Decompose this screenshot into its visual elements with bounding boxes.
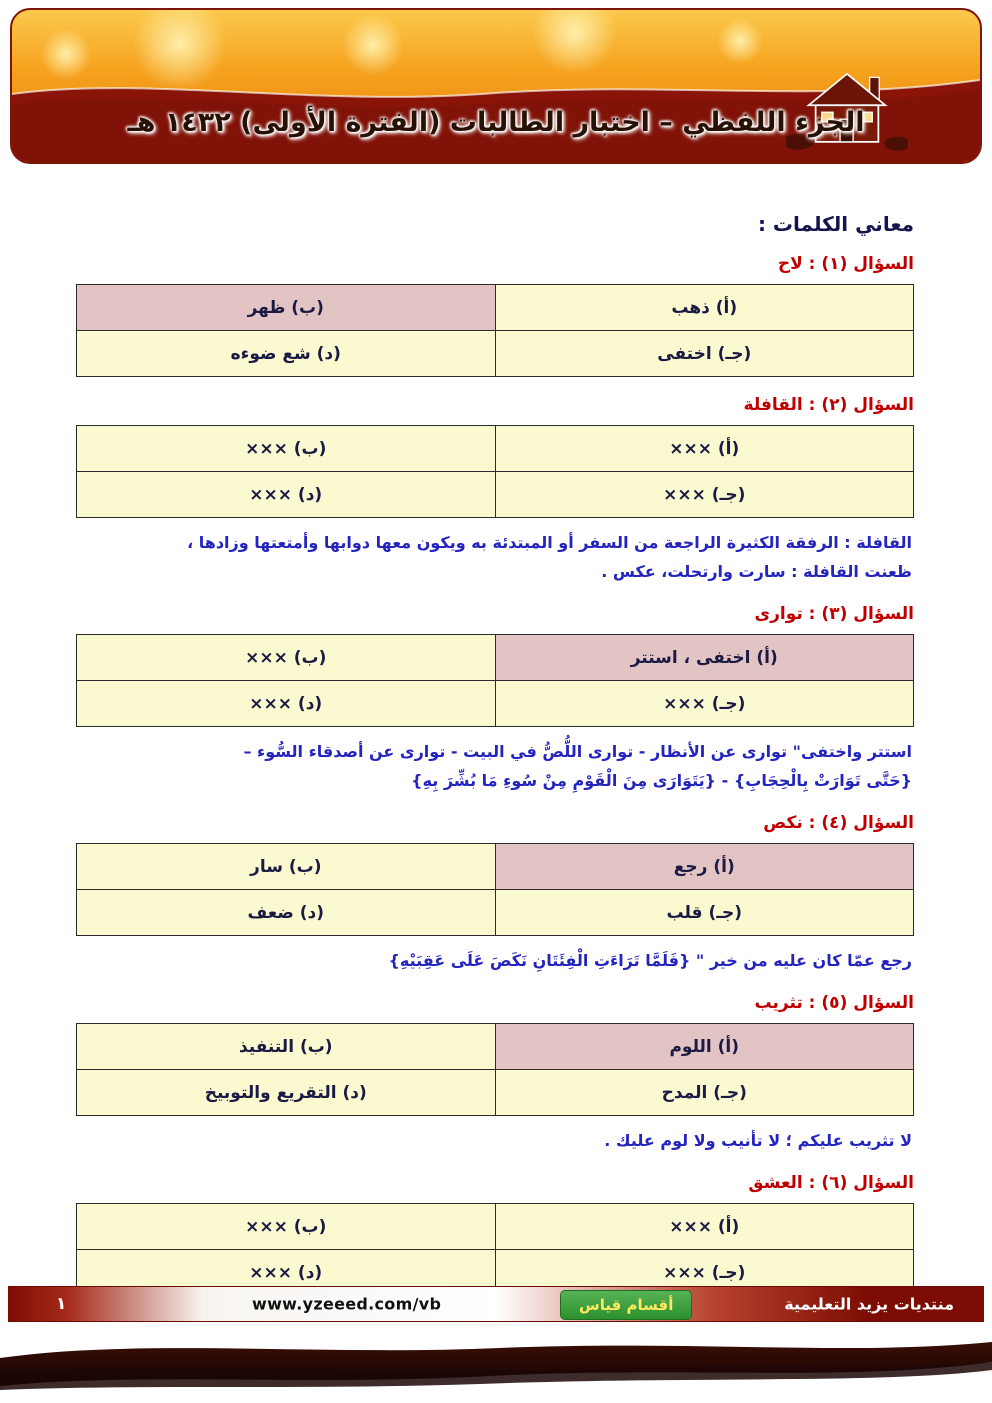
option-cell-d: (د) ضعف <box>77 890 496 936</box>
option-cell-a: (أ) رجع <box>495 844 914 890</box>
option-cell-b: (ب) ظهر <box>77 285 496 331</box>
footer-page-number: ١ <box>56 1294 67 1314</box>
option-cell-b: (ب) سار <box>77 844 496 890</box>
main-content <box>76 196 914 1296</box>
option-cell-d: (د) ××× <box>77 681 496 727</box>
question-title: السؤال (٤) : نكص <box>763 813 914 833</box>
option-cell-c: (جـ) قلب <box>495 890 914 936</box>
question-title: السؤال (٥) : تثريب <box>754 993 914 1013</box>
question-block-1 <box>76 254 914 377</box>
question-title: السؤال (٦) : العشق <box>748 1173 914 1193</box>
explanation-note: استتر واختفى" توارى عن الأنظار - توارى اللُّصُّ في البيت - توارى عن أصدقاء السُّوء – <box>243 742 912 761</box>
option-cell-b: (ب) ××× <box>77 426 496 472</box>
header-banner <box>10 8 982 164</box>
explanation-note: {حَتَّى تَوَارَتْ بِالْحِجَابِ} - {يَتَوَارَى مِنَ الْقَوْمِ مِنْ سُوءِ مَا بُشِّرَ بِهِ} <box>411 771 912 790</box>
question-block-5 <box>76 993 914 1155</box>
option-cell-a: (أ) ××× <box>495 426 914 472</box>
options-table <box>76 1203 914 1296</box>
options-table <box>76 843 914 936</box>
options-table <box>76 1023 914 1116</box>
question-title: السؤال (٢) : القافلة <box>743 395 914 415</box>
options-table <box>76 634 914 727</box>
explanation-note: رجع عمّا كان عليه من خير " {فَلَمَّا تَرَاءَتِ الْفِئَتَانِ نَكَصَ عَلَى عَقِبَيْهِ} <box>388 951 912 970</box>
question-block-2 <box>76 395 914 586</box>
question-title: السؤال (٣) : توارى <box>754 604 914 624</box>
option-cell-b: (ب) التنفيذ <box>77 1024 496 1070</box>
footer-sections-badge: أقسام قياس <box>560 1290 692 1320</box>
option-cell-a: (أ) ××× <box>495 1204 914 1250</box>
option-cell-d: (د) التقريع والتوبيخ <box>77 1070 496 1116</box>
question-title: السؤال (١) : لاح <box>777 254 914 274</box>
option-cell-c: (جـ) المدح <box>495 1070 914 1116</box>
explanation-note: القافلة : الرفقة الكثيرة الراجعة من السفر أو المبتدئة به ويكون معها دوابها وأمتعتها وزادها ، <box>187 533 912 552</box>
footer-site-name: منتديات يزيد التعليمية <box>784 1294 954 1314</box>
option-cell-c: (جـ) ××× <box>495 1250 914 1296</box>
option-cell-d: (د) شع ضوءه <box>77 331 496 377</box>
question-block-6 <box>76 1173 914 1296</box>
section-title: معاني الكلمات : <box>757 212 914 236</box>
explanation-note: ظعنت القافلة : سارت وارتحلت، عكس . <box>601 562 912 581</box>
question-block-3 <box>76 604 914 795</box>
footer-url-link[interactable]: www.yzeeed.com/vb <box>252 1294 442 1314</box>
option-cell-b: (ب) ××× <box>77 1204 496 1250</box>
header-title: الجزء اللفظي – اختبار الطالبات (الفترة الأولى) ١٤٣٢ هـ <box>127 107 865 138</box>
question-block-4 <box>76 813 914 975</box>
option-cell-c: (جـ) ××× <box>495 681 914 727</box>
option-cell-c: (جـ) ××× <box>495 472 914 518</box>
option-cell-d: (د) ××× <box>77 1250 496 1296</box>
option-cell-a: (أ) اللوم <box>495 1024 914 1070</box>
footer-bar <box>8 1286 984 1322</box>
option-cell-a: (أ) اختفى ، استتر <box>495 635 914 681</box>
option-cell-c: (جـ) اختفى <box>495 331 914 377</box>
option-cell-d: (د) ××× <box>77 472 496 518</box>
option-cell-a: (أ) ذهب <box>495 285 914 331</box>
options-table <box>76 284 914 377</box>
option-cell-b: (ب) ××× <box>77 635 496 681</box>
explanation-note: لا تثريب عليكم ؛ لا تأنيب ولا لوم عليك . <box>604 1131 912 1150</box>
bottom-wave-decoration <box>0 1332 992 1403</box>
options-table <box>76 425 914 518</box>
